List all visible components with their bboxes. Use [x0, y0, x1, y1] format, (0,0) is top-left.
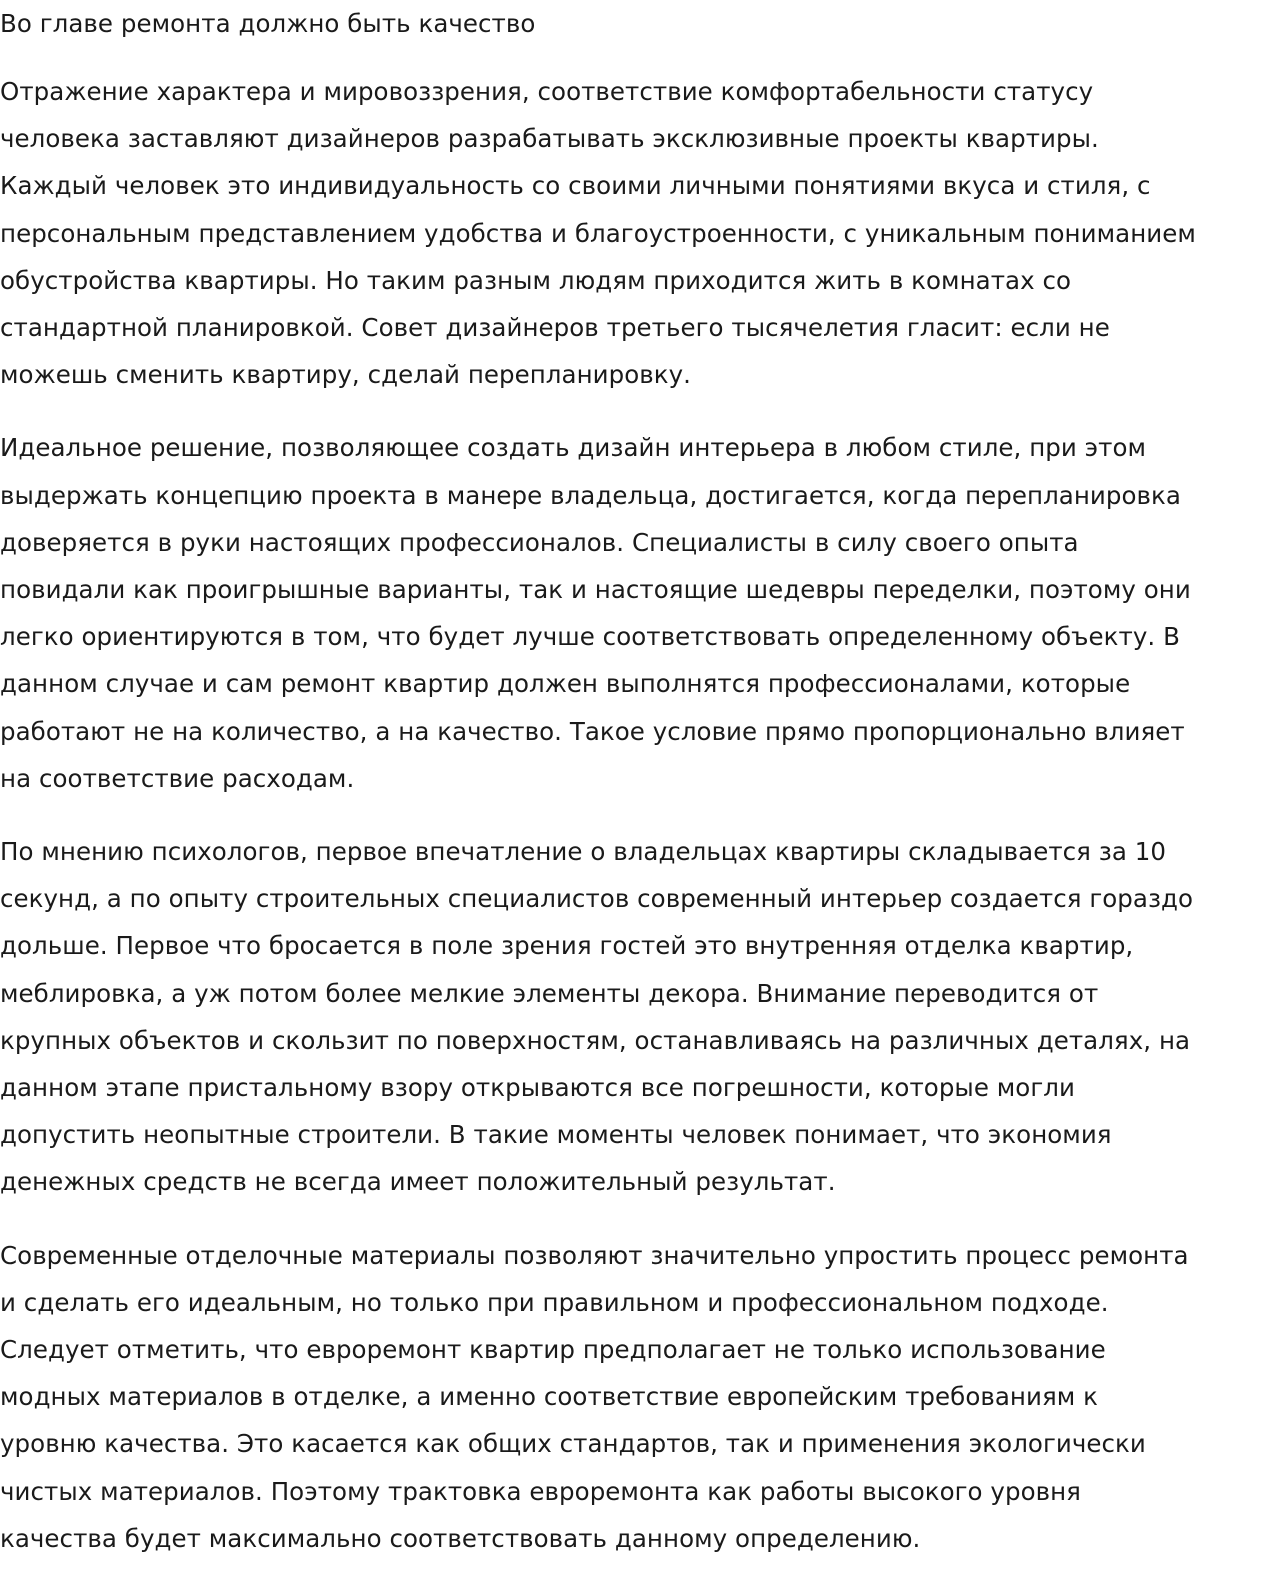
paragraph-2 — [0, 424, 1270, 802]
paragraph-3 — [0, 828, 1270, 1206]
paragraph-line: По мнению психологов, первое впечатление о владельцах квартиры складывается за 10 — [0, 837, 1167, 867]
paragraph-line: крупных объектов и скользит по поверхностям, останавливаясь на различных деталях, на — [0, 1025, 1191, 1055]
paragraph-4 — [0, 1232, 1270, 1562]
paragraph-line: данном этапе пристальному взору открываются все погрешности, которые могли — [0, 1073, 1075, 1103]
paragraph-line: чистых материалов. Поэтому трактовка евроремонта как работы высокого уровня — [0, 1476, 1081, 1506]
paragraph-line: и сделать его идеальным, но только при правильном и профессиональном подходе. — [0, 1287, 1109, 1317]
paragraph-line: дольше. Первое что бросается в поле зрения гостей это внутренняя отделка квартир, — [0, 931, 1134, 961]
paragraph-line: работают не на количество, а на качество. Такое условие прямо пропорционально влияет — [0, 716, 1185, 746]
paragraph-line: денежных средств не всегда имеет положительный результат. — [0, 1167, 836, 1197]
article-title: Во главе ремонта должно быть качество — [0, 9, 536, 38]
paragraph-line: допустить неопытные строители. В такие моменты человек понимает, что экономия — [0, 1120, 1112, 1150]
paragraph-line: выдержать концепцию проекта в манере владельца, достигается, когда перепланировка — [0, 480, 1181, 510]
paragraph-line: секунд, а по опыту строительных специалистов современный интерьер создается гораздо — [0, 884, 1194, 914]
paragraph-line: стандартной планировкой. Совет дизайнеров третьего тысячелетия гласит: если не — [0, 313, 1110, 343]
paragraph-line: обустройства квартиры. Но таким разным людям приходится жить в комнатах со — [0, 265, 1072, 295]
paragraph-line: повидали как проигрышные варианты, так и настоящие шедевры переделки, поэтому они — [0, 575, 1191, 605]
paragraph-line: легко ориентируются в том, что будет лучше соответствовать определенному объекту. В — [0, 622, 1180, 652]
paragraph-line: Отражение характера и мировоззрения, соответствие комфортабельности статусу — [0, 77, 1094, 106]
paragraph-line: доверяется в руки настоящих профессионалов. Специалисты в силу своего опыта — [0, 527, 1079, 557]
paragraph-line: можешь сменить квартиру, сделай перепланировку. — [0, 360, 691, 390]
article-body — [0, 68, 1270, 1562]
paragraph-line: человека заставляют дизайнеров разрабатывать эксклюзивные проекты квартиры. — [0, 124, 1099, 154]
paragraph-line: Следует отметить, что евроремонт квартир предполагает не только использование — [0, 1335, 1106, 1365]
paragraph-line: Современные отделочные материалы позволяют значительно упростить процесс ремонта — [0, 1240, 1189, 1270]
paragraph-line: персональным представлением удобства и благоустроенности, с уникальным пониманием — [0, 218, 1196, 248]
paragraph-line: качества будет максимально соответствовать данному определению. — [0, 1523, 921, 1553]
paragraph-line: модных материалов в отделке, а именно соответствие европейским требованиям к — [0, 1382, 1098, 1412]
paragraph-1 — [0, 68, 1270, 398]
paragraph-line: меблировка, а уж потом более мелкие элементы декора. Внимание переводится от — [0, 978, 1099, 1008]
paragraph-line: уровню качества. Это касается как общих стандартов, так и применения экологически — [0, 1429, 1146, 1459]
paragraph-line: данном случае и сам ремонт квартир должен выполнятся профессионалами, которые — [0, 669, 1131, 699]
paragraph-line: Идеальное решение, позволяющее создать дизайн интерьера в любом стиле, при этом — [0, 433, 1147, 463]
paragraph-line: на соответствие расходам. — [0, 763, 355, 793]
paragraph-line: Каждый человек это индивидуальность со своими личными понятиями вкуса и стиля, с — [0, 171, 1151, 201]
